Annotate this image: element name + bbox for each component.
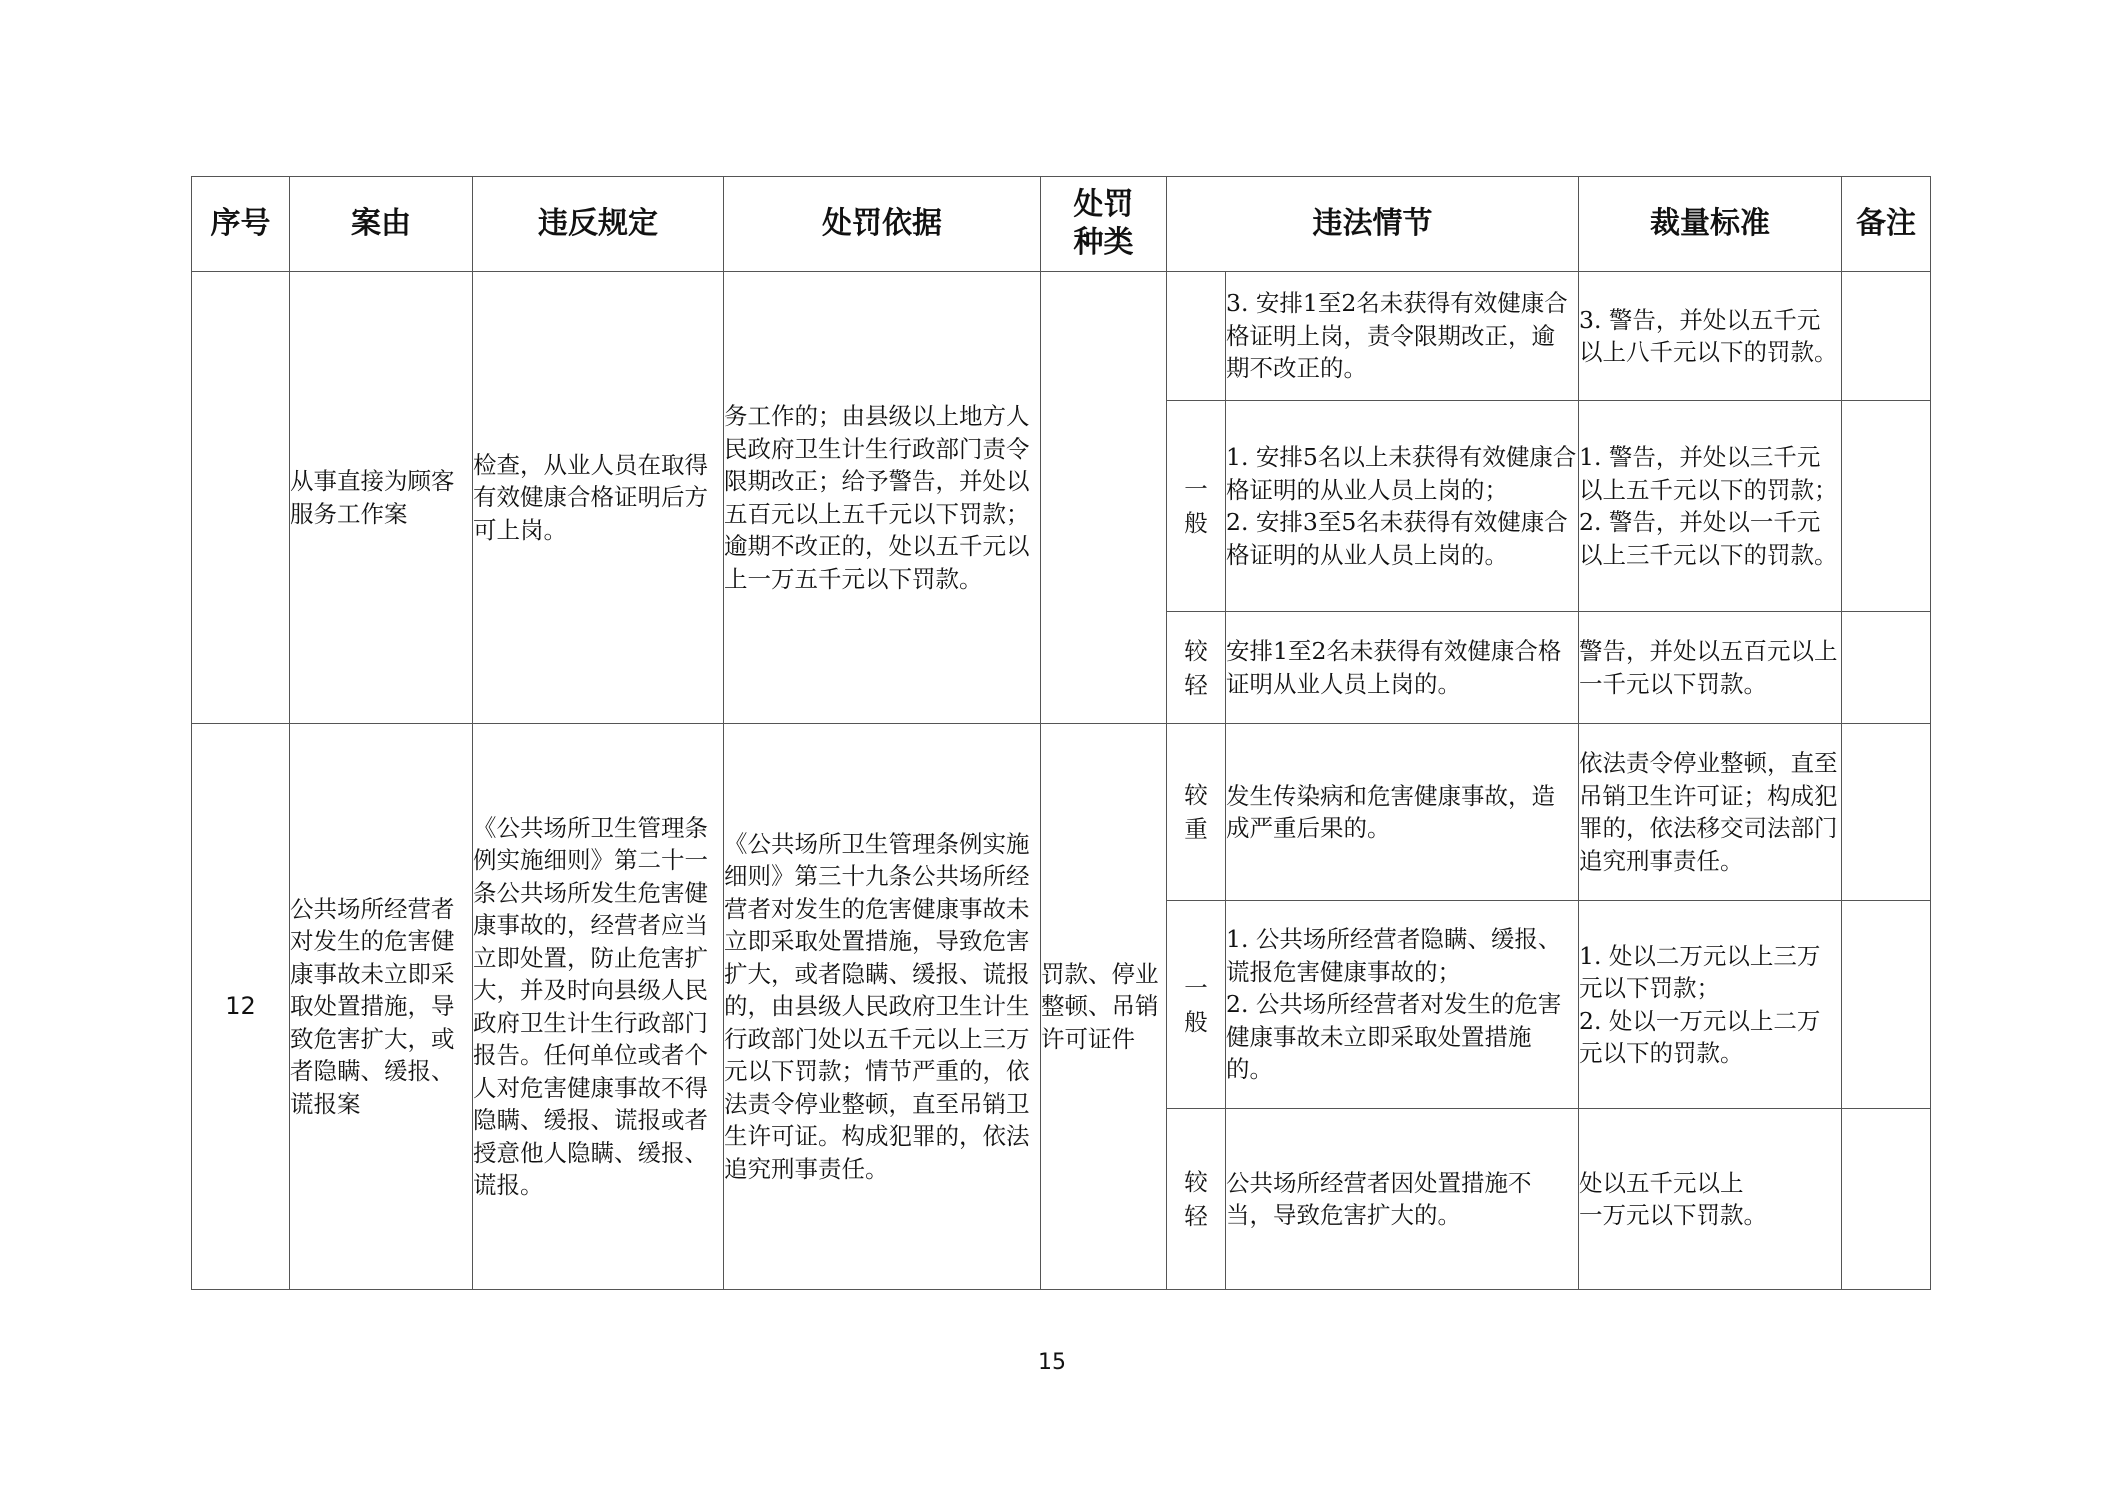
cell-remarks — [1842, 401, 1931, 612]
header-seq: 序号 — [192, 177, 290, 272]
header-type: 处罚 种类 — [1041, 177, 1167, 272]
cell-remarks — [1842, 1109, 1931, 1290]
cell-violation: 《公共场所卫生管理条例实施细则》第二十一条公共场所发生危害健康事故的，经营者应当立即处置，防止危害扩大，并及时向县级人民政府卫生计生行政部门报告。任何单位或者个人对危害健康事故不得隐瞒、缓报、谎报或者授意他人隐瞒、缓报、谎报。 — [473, 724, 724, 1290]
cell-standard: 1. 处以二万元以上三万元以下罚款； 2. 处以一万元以上二万元以下的罚款。 — [1579, 901, 1842, 1109]
cell-standard: 处以五千元以上 一万元以下罚款。 — [1579, 1109, 1842, 1290]
cell-case: 公共场所经营者对发生的危害健康事故未立即采取处置措施，导致危害扩大，或者隐瞒、缓报、谎报案 — [290, 724, 473, 1290]
cell-level: 较 轻 — [1167, 1109, 1226, 1290]
header-standard: 裁量标准 — [1579, 177, 1842, 272]
penalty-standards-table — [191, 176, 1931, 1290]
cell-remarks — [1842, 272, 1931, 401]
header-remarks: 备注 — [1842, 177, 1931, 272]
cell-case: 从事直接为顾客服务工作案 — [290, 272, 473, 724]
cell-level: 较 重 — [1167, 724, 1226, 901]
cell-type: 罚款、停业整顿、吊销许可证件 — [1041, 724, 1167, 1290]
cell-remarks — [1842, 612, 1931, 724]
cell-circumstance: 1. 安排5名以上未获得有效健康合格证明的从业人员上岗的； 2. 安排3至5名未获得有效健康合格证明的从业人员上岗的。 — [1226, 401, 1579, 612]
cell-basis: 《公共场所卫生管理条例实施细则》第三十九条公共场所经营者对发生的危害健康事故未立即采取处置措施，导致危害扩大，或者隐瞒、缓报、谎报的，由县级人民政府卫生计生行政部门处以五千元以上三万元以下罚款；情节严重的，依法责令停业整顿，直至吊销卫生许可证。构成犯罪的，依法追究刑事责任。 — [724, 724, 1041, 1290]
cell-type — [1041, 272, 1167, 724]
cell-standard: 1. 警告，并处以三千元以上五千元以下的罚款； 2. 警告，并处以一千元以上三千元以下的罚款。 — [1579, 401, 1842, 612]
table-header-row — [192, 177, 1931, 272]
cell-remarks — [1842, 724, 1931, 901]
page-number: 15 — [1038, 1350, 1066, 1375]
table-row — [192, 272, 1931, 401]
cell-standard: 3. 警告，并处以五千元以上八千元以下的罚款。 — [1579, 272, 1842, 401]
header-violation: 违反规定 — [473, 177, 724, 272]
cell-level — [1167, 272, 1226, 401]
cell-standard: 依法责令停业整顿，直至吊销卫生许可证；构成犯罪的，依法移交司法部门追究刑事责任。 — [1579, 724, 1842, 901]
table-row — [192, 724, 1931, 901]
cell-standard: 警告，并处以五百元以上一千元以下罚款。 — [1579, 612, 1842, 724]
cell-circumstance: 1. 公共场所经营者隐瞒、缓报、谎报危害健康事故的； 2. 公共场所经营者对发生的危害健康事故未立即采取处置措施的。 — [1226, 901, 1579, 1109]
cell-level: 一 般 — [1167, 901, 1226, 1109]
cell-level: 一 般 — [1167, 401, 1226, 612]
header-circumstance: 违法情节 — [1167, 177, 1579, 272]
cell-basis: 务工作的；由县级以上地方人民政府卫生计生行政部门责令限期改正；给予警告，并处以五百元以上五千元以下罚款；逾期不改正的，处以五千元以上一万五千元以下罚款。 — [724, 272, 1041, 724]
cell-level: 较 轻 — [1167, 612, 1226, 724]
header-case: 案由 — [290, 177, 473, 272]
cell-circumstance: 发生传染病和危害健康事故，造成严重后果的。 — [1226, 724, 1579, 901]
cell-seq: 12 — [192, 724, 290, 1290]
cell-circumstance: 安排1至2名未获得有效健康合格证明从业人员上岗的。 — [1226, 612, 1579, 724]
cell-violation: 检查，从业人员在取得有效健康合格证明后方可上岗。 — [473, 272, 724, 724]
cell-remarks — [1842, 901, 1931, 1109]
cell-circumstance: 公共场所经营者因处置措施不当，导致危害扩大的。 — [1226, 1109, 1579, 1290]
header-basis: 处罚依据 — [724, 177, 1041, 272]
cell-circumstance: 3. 安排1至2名未获得有效健康合格证明上岗，责令限期改正，逾期不改正的。 — [1226, 272, 1579, 401]
cell-seq — [192, 272, 290, 724]
